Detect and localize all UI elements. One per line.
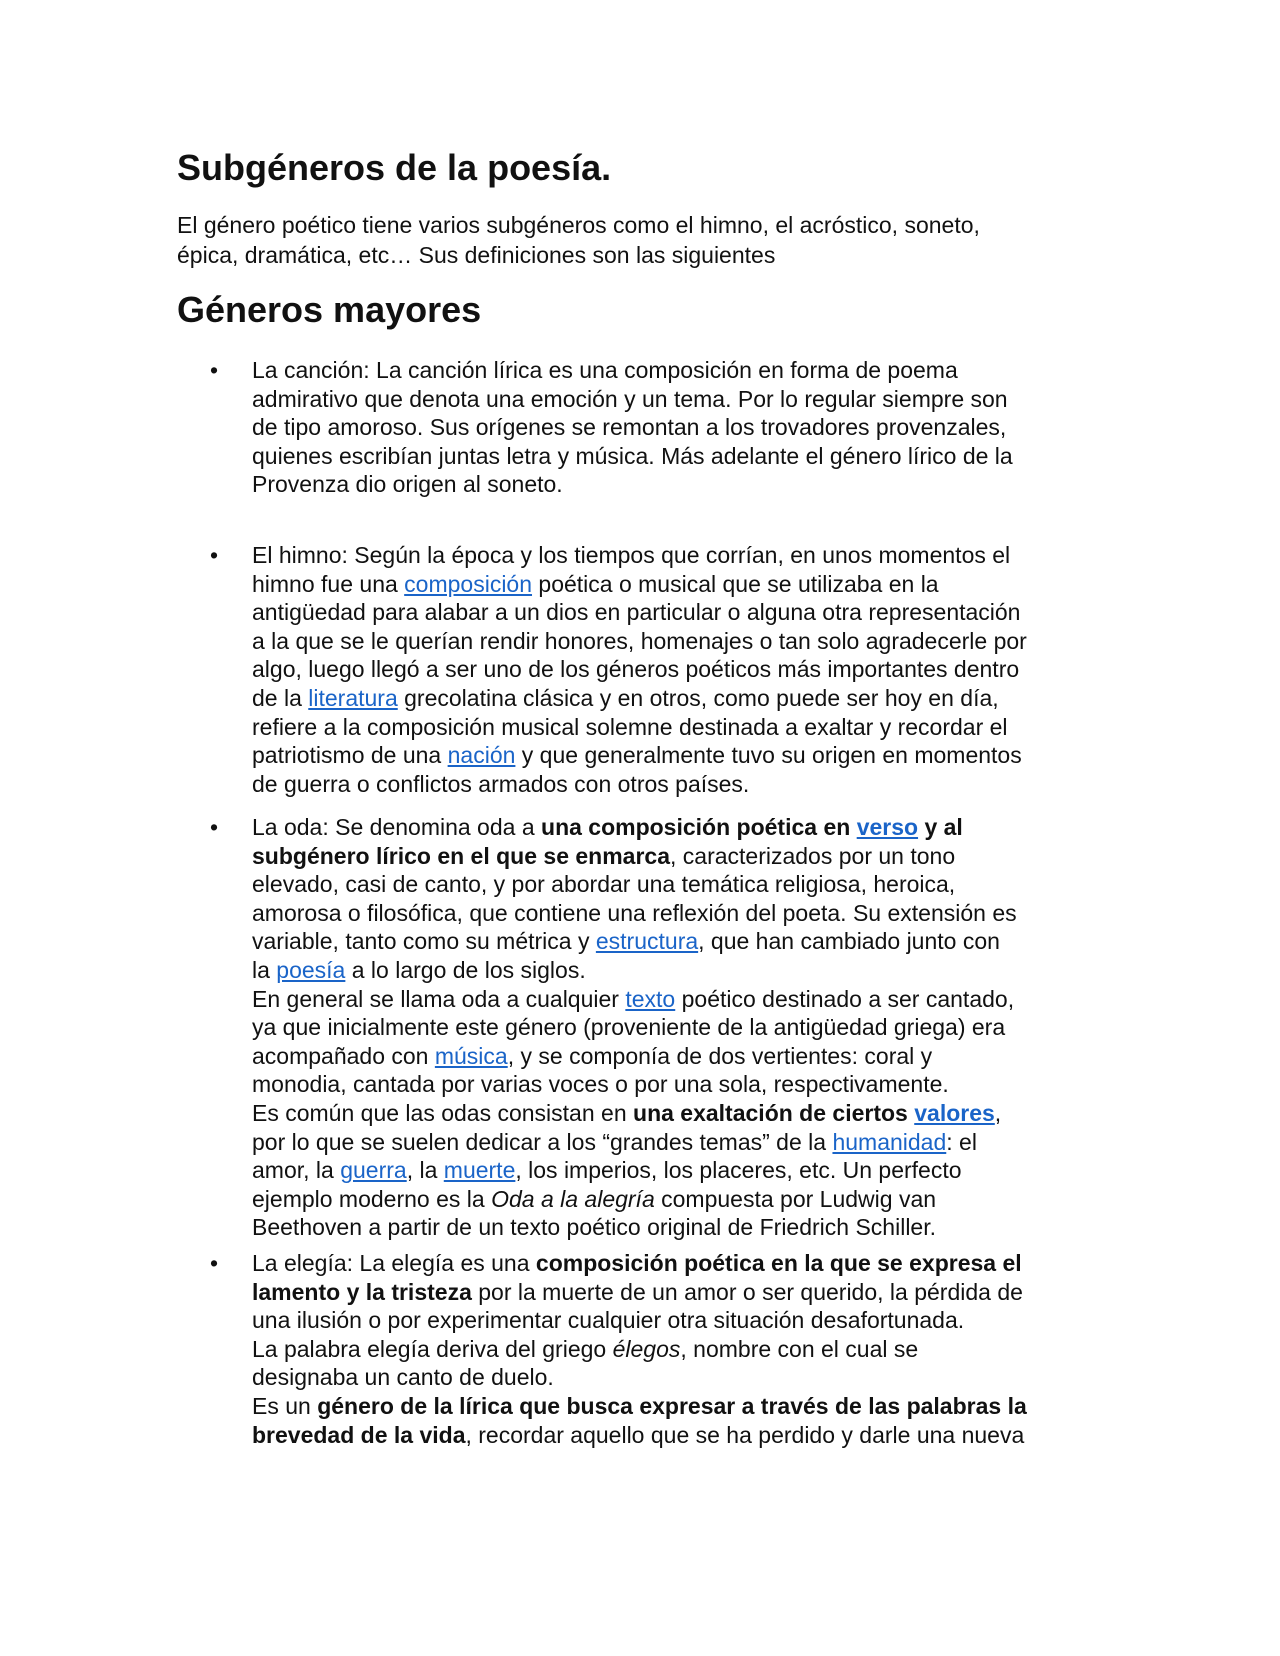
text-run: , y se componía de dos vertientes: coral y xyxy=(507,1042,933,1069)
italic-run: Oda a la alegría xyxy=(491,1185,655,1212)
bold-run: composición poética en la que se expresa el xyxy=(535,1250,1022,1276)
text-line xyxy=(252,956,1132,985)
list-item-text xyxy=(252,356,1132,499)
text-run: la xyxy=(252,956,277,983)
bold-run: género de la lírica que busca expresar a través de las palabras la xyxy=(317,1392,1027,1419)
text-line xyxy=(252,741,1132,770)
text-line: monodia, cantada por varias voces o por una sola, respectivamente. xyxy=(252,1071,949,1098)
link-muerte[interactable]: muerte xyxy=(443,1157,516,1184)
text-run: poético destinado a ser cantado, xyxy=(675,985,1015,1012)
link-musica[interactable]: música xyxy=(434,1042,508,1069)
text-line: una ilusión o por experimentar cualquier otra situación desafortunada. xyxy=(252,1307,965,1334)
text-line xyxy=(252,985,1132,1014)
intro-line: épica, dramática, etc… Sus definiciones son las siguientes xyxy=(177,242,776,268)
bold-run: subgénero lírico en el que se enmarca xyxy=(252,842,670,869)
text-line xyxy=(252,813,1132,842)
text-run: acompañado con xyxy=(252,1042,435,1069)
text-run: , recordar aquello que se ha perdido y darle una nueva xyxy=(465,1421,1025,1448)
text-run: variable, tanto como su métrica y xyxy=(252,928,596,955)
text-line: La canción: La canción lírica es una composición en forma de poema xyxy=(252,357,958,383)
text-run: La oda: Se denomina oda a xyxy=(252,814,542,840)
text-run: por lo que se suelen dedicar a los “grandes temas” de la xyxy=(252,1128,833,1155)
text-run: Es común que las odas consistan en xyxy=(252,1099,634,1126)
link-composicion[interactable]: composición xyxy=(404,570,533,597)
link-estructura[interactable]: estructura xyxy=(595,928,699,955)
text-line: algo, luego llegó a ser uno de los géneros poéticos más importantes dentro xyxy=(252,656,1020,683)
text-line xyxy=(252,570,1132,599)
text-run: de la xyxy=(252,684,309,711)
link-poesia[interactable]: poesía xyxy=(276,956,346,983)
text-line xyxy=(252,1278,1132,1307)
text-line xyxy=(252,1249,1132,1278)
text-line: Provenza dio origen al soneto. xyxy=(252,471,563,498)
text-line xyxy=(252,1185,1132,1214)
bold-run: y al xyxy=(918,814,963,840)
text-run: , caracterizados por un tono xyxy=(670,842,956,869)
bold-run: lamento y la tristeza xyxy=(252,1278,472,1305)
text-run: , que han cambiado junto con xyxy=(698,928,1000,955)
bullet-icon: • xyxy=(210,357,219,383)
text-line xyxy=(252,842,1132,871)
text-line xyxy=(252,1099,1132,1128)
text-line: quienes escribían juntas letra y música. Más adelante el género lírico de la xyxy=(252,442,1013,469)
bold-run: una exaltación de ciertos xyxy=(633,1099,915,1126)
text-line: elevado, casi de canto, y por abordar una temática religiosa, heroica, xyxy=(252,871,956,898)
text-line xyxy=(252,684,1132,713)
link-humanidad[interactable]: humanidad xyxy=(832,1128,947,1155)
text-line: Beethoven a partir de un texto poético original de Friedrich Schiller. xyxy=(252,1214,937,1241)
link-literatura[interactable]: literatura xyxy=(308,684,398,711)
list-item-text xyxy=(252,813,1132,1242)
text-line xyxy=(252,1042,1132,1071)
page-title: Subgéneros de la poesía. xyxy=(177,147,612,188)
text-run: poética o musical que se utilizaba en la xyxy=(532,570,939,597)
bullet-icon: • xyxy=(210,542,219,568)
text-line xyxy=(252,1392,1132,1421)
text-line: de guerra o conflictos armados con otros países. xyxy=(252,770,750,797)
link-nacion[interactable]: nación xyxy=(447,742,516,769)
bullet-icon: • xyxy=(210,814,219,840)
intro-line: El género poético tiene varios subgéneros como el himno, el acróstico, soneto, xyxy=(177,212,980,238)
text-run: a lo largo de los siglos. xyxy=(345,956,586,983)
text-run: compuesta por Ludwig van xyxy=(654,1185,937,1212)
text-run: La elegía: La elegía es una xyxy=(252,1250,536,1276)
text-run: , xyxy=(994,1099,1002,1126)
bullet-icon: • xyxy=(210,1250,219,1276)
link-texto[interactable]: texto xyxy=(625,985,676,1012)
text-run: himno fue una xyxy=(252,570,405,597)
text-run: amor, la xyxy=(252,1157,341,1184)
text-line xyxy=(252,1128,1132,1157)
text-run: La palabra elegía deriva del griego xyxy=(252,1335,613,1362)
link-valores[interactable]: valores xyxy=(914,1099,995,1126)
text-run: ejemplo moderno es la xyxy=(252,1185,492,1212)
text-run: y que generalmente tuvo su origen en momentos xyxy=(515,742,1022,769)
link-verso[interactable]: verso xyxy=(856,814,919,840)
section-title: Géneros mayores xyxy=(177,289,482,330)
intro-paragraph xyxy=(177,210,1077,270)
bold-run: brevedad de la vida xyxy=(252,1421,466,1448)
text-run: : el xyxy=(946,1128,977,1155)
text-line xyxy=(252,1335,1132,1364)
text-line: El himno: Según la época y los tiempos que corrían, en unos momentos el xyxy=(252,542,1011,568)
text-line xyxy=(252,1421,1132,1450)
link-guerra[interactable]: guerra xyxy=(340,1157,407,1184)
text-line xyxy=(252,927,1132,956)
bold-run: una composición poética en xyxy=(541,814,857,840)
text-line: refiere a la composición musical solemne destinada a exaltar y recordar el xyxy=(252,713,1008,740)
list-item-text xyxy=(252,541,1132,798)
text-run: grecolatina clásica y en otros, como puede ser hoy en día, xyxy=(397,684,999,711)
text-run: Es un xyxy=(252,1392,318,1419)
text-run: , los imperios, los placeres, etc. Un perfecto xyxy=(515,1157,962,1184)
text-line: ya que inicialmente este género (proveniente de la antigüedad griega) era xyxy=(252,1014,1006,1041)
italic-run: élegos xyxy=(612,1335,681,1362)
text-run: patriotismo de una xyxy=(252,742,448,769)
text-run: En general se llama oda a cualquier xyxy=(252,985,626,1012)
text-run: , la xyxy=(406,1157,444,1184)
text-line: designaba un canto de duelo. xyxy=(252,1364,554,1391)
text-line xyxy=(252,1156,1132,1185)
text-run: por la muerte de un amor o ser querido, la pérdida de xyxy=(471,1278,1023,1305)
list-item-text xyxy=(252,1249,1132,1449)
text-line: de tipo amoroso. Sus orígenes se remontan a los trovadores provenzales, xyxy=(252,414,1007,441)
text-line: admirativo que denota una emoción y un tema. Por lo regular siempre son xyxy=(252,385,1008,412)
text-line: amorosa o filosófica, que contiene una reflexión del poeta. Su extensión es xyxy=(252,899,1017,926)
text-line: a la que se le querían rendir honores, homenajes o tan solo agradecerle por xyxy=(252,627,1027,654)
text-run: , nombre con el cual se xyxy=(680,1335,919,1362)
text-line: antigüedad para alabar a un dios en particular o alguna otra representación xyxy=(252,599,1021,626)
